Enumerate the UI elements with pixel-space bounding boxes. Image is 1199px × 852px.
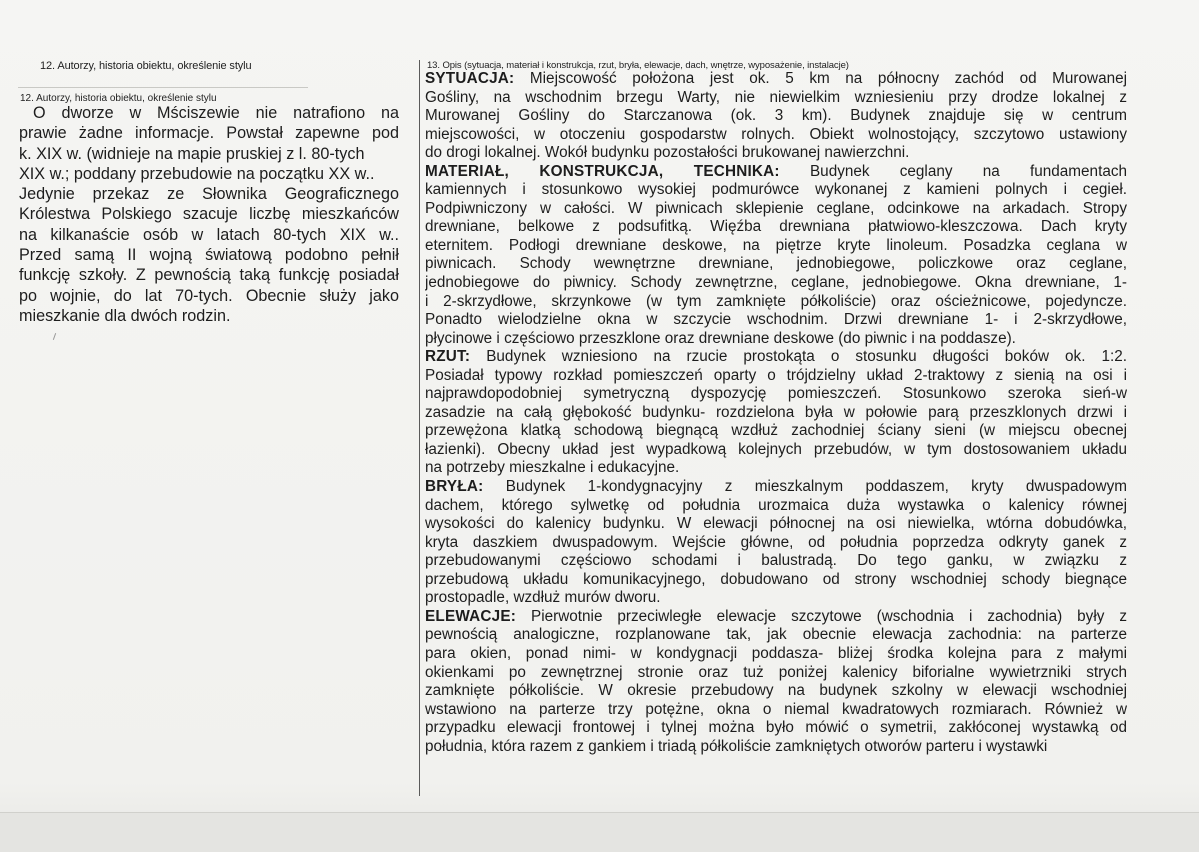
description-text [425, 70, 1127, 756]
description-line-text: Budynek ceglany na fundamentach [779, 162, 1127, 180]
description-line-text: jednobiegowe do piwnicy. Schody zewnętrzne, ceglane, jednobiegowe. Okna drewniane, 1- [425, 274, 1127, 292]
description-line [425, 181, 1127, 200]
description-line [425, 478, 1127, 497]
description-line-text: kamiennych i stosunkowo wysokiej podmurówce wykonanej z kamieni polnych i cegieł. [425, 181, 1127, 199]
section-heading: BRYŁA: [425, 478, 484, 496]
description-line [425, 311, 1127, 330]
description-line [425, 497, 1127, 516]
description-line-text: dachem, którego sylwetkę od południa urozmaica duża wystawka o kalenicy równej [425, 496, 1127, 514]
description-line-text: południa, która razem z gankiem i triadą półkoliście zamkniętych otworów parteru i wystawki [425, 737, 1048, 755]
description-line [425, 701, 1127, 720]
description-line [425, 738, 1127, 757]
column-divider [419, 60, 420, 796]
description-line-text: miejscowości, w otoczeniu gospodarstw rolnych. Obiekt wolnostojący, szczytowo ustawiony [425, 125, 1127, 143]
history-line: Jedynie przekaz ze Słownika Geograficznego [19, 185, 399, 204]
left-header-label: 12. Autorzy, historia obiektu, określenie stylu [40, 60, 252, 72]
history-line: k. XIX w. (widnieje na mapie pruskiej z l. 80-tych [19, 144, 365, 163]
section-heading: MATERIAŁ, KONSTRUKCJA, TECHNIKA: [425, 162, 780, 180]
history-line: O dworze w Mściszewie nie natrafiono na [33, 104, 399, 122]
description-line [425, 441, 1127, 460]
history-line: funkcję szkoły. Z pewnością taką funkcję posiadał [19, 266, 399, 285]
description-line [425, 144, 1127, 163]
description-line-text: Budynek 1-kondygnacyjny z mieszkalnym poddaszem, kryty dwuspadowym [483, 478, 1127, 496]
history-line: mieszkanie dla dwóch rodzin. [19, 306, 231, 325]
description-line-text: zamknięte półkoliście. W okresie przebudowy na budynek szkolny w elewacji wschodniej [425, 682, 1127, 700]
description-line-text: eternitem. Podłogi drewniane deskowe, na piętrze kryte linoleum. Posadzka ceglana w [425, 236, 1127, 254]
right-section-label: 13. Opis (sytuacja, materiał i konstrukcja, rzut, bryła, elewacje, dach, wnętrze, wyposażenie, instalacje) [427, 60, 849, 71]
description-line [425, 682, 1127, 701]
description-line [425, 163, 1127, 182]
description-line-text: przebudowanymi częściowo schodami i balustradą. Do tego ganku, w związku z [425, 552, 1127, 570]
history-line: prawie żadne informacje. Powstał zapewne pod [19, 124, 399, 143]
history-line: Przed samą II wojną światową podobno pełnił [19, 246, 399, 265]
description-line [425, 552, 1127, 571]
description-line [425, 200, 1127, 219]
description-line-text: prostopadle, wzdłuż murów dworu. [425, 589, 661, 607]
description-line [425, 367, 1127, 386]
description-line [425, 515, 1127, 534]
description-line-text: przebudową układu komunikacyjnego, dobudowano od strony wschodniej schody biegnące [425, 570, 1127, 588]
history-line: po wojnie, do lat 70-tych. Obecnie służy jako [19, 286, 399, 305]
history-line: Królestwa Polskiego szacuje liczbę mieszkańców [19, 205, 399, 224]
page-bottom-margin [0, 812, 1199, 852]
description-line-text: Posiadał typowy rozkład pomieszczeń oparty o trójdzielny układ 2-traktowy z sienią na osi i [425, 366, 1127, 384]
description-line [425, 608, 1127, 627]
description-line [425, 534, 1127, 553]
description-line [425, 218, 1127, 237]
description-line-text: okienkami po zewnętrznej stronie oraz tuż poniżej kalenicy biforialne wywietrzniki strych [425, 663, 1127, 681]
description-line [425, 404, 1127, 423]
history-text [19, 103, 399, 326]
description-line [425, 89, 1127, 108]
description-line [425, 589, 1127, 608]
description-line-text: zasadzie na całą głębokość budynku- rozdzielona była w połowie parą przeszklonych drzwi i [425, 403, 1127, 421]
description-line-text: wysokości do kalenicy budynku. W elewacji północnej na osi niewielka, wtórna dobudówka, [425, 515, 1127, 533]
description-line-text: wstawiono na parterze trzy potężne, okna o niemal kwadratowych rozmiarach. Również w [425, 700, 1127, 718]
history-line: na kilkanaście osób w latach 80-tych XIX w.. [19, 225, 399, 244]
section-heading: SYTUACJA: [425, 70, 515, 87]
description-line [425, 293, 1127, 312]
description-line [425, 645, 1127, 664]
description-line-text: Miejscowość położona jest ok. 5 km na północny zachód od Murowanej [514, 70, 1127, 87]
pen-mark [53, 333, 56, 340]
description-line [425, 107, 1127, 126]
description-line [425, 237, 1127, 256]
description-line [425, 422, 1127, 441]
history-line: XIX w.; poddany przebudowie na początku XX w.. [19, 164, 375, 183]
description-line-text: Ponadto wielodzielne okna w szczycie wschodnim. Drzwi drewniane 1- i 2-skrzydłowe, [425, 311, 1127, 329]
description-line-text: piwnicach. Schody wewnętrzne drewniane, jednobiegowe, policzkowe oraz ceglane, [425, 255, 1127, 273]
description-line-text: płycinowe i częściowo przeszklone oraz drewniane deskowe (do piwnic i na poddasze). [425, 329, 1016, 347]
section-heading: RZUT: [425, 348, 471, 366]
description-line-text: Murowanej Gośliny do Starczanowa (ok. 3 km). Budynek znajduje się w centrum [425, 107, 1127, 125]
description-line-text: Gośliny, na wschodnim brzegu Warty, nie niewielkim wzniesieniu przy drodze lokalnej z [425, 88, 1127, 106]
description-line [425, 385, 1127, 404]
description-line-text: para okien, ponad nimi- w kondygnacji poddasza- bliżej środka kolejna para z małymi [425, 644, 1127, 662]
description-line-text: Pierwotnie przeciwległe elewacje szczytowe (wschodnia i zachodnia) były z [516, 607, 1127, 625]
description-line-text: do drogi lokalnej. Wokół budynku pozostałości brukowanej nawierzchni. [425, 144, 910, 162]
description-line [425, 719, 1127, 738]
description-line-text: przypadku elewacji frontowej i tylnej można było mówić o symetrii, zakłóconej wystawką od [425, 719, 1127, 737]
description-line-text: łazienki). Obecny układ jest wypadkową kolejnych przebudów, w tym dostosowaniem układu [425, 440, 1127, 458]
description-line-text: i 2-skrzydłowe, skrzynkowe (w tym zamknięte półkoliście) oraz ościeżnicowe, pojedyncze. [425, 292, 1127, 310]
description-line [425, 126, 1127, 145]
description-line [425, 70, 1127, 89]
description-line [425, 626, 1127, 645]
description-line [425, 330, 1127, 349]
description-line [425, 664, 1127, 683]
description-line-text: drewniane, belkowe z podsufitką. Więźba drewniana płatwiowo-kleszczowa. Dach kryty [425, 218, 1127, 236]
section-heading: ELEWACJE: [425, 607, 517, 625]
description-line-text: najprawdopodobniej symetryczną dyspozycję pomieszczeń. Stosunkowo szeroka sień-w [425, 385, 1127, 403]
description-line-text: przewężona klatką schodową biegnącą wzdłuż zachodniej ściany sieni (w miejscu obecnej [425, 422, 1127, 440]
description-line-text: kryta daszkiem dwuspadowym. Wejście główne, od południa poprzedza odkryty ganek z [425, 533, 1127, 551]
description-line-text: pewnością analogiczne, rozplanowane tak, jak obecnie elewacja zachodnia: na parterze [425, 626, 1127, 644]
description-line-text: Budynek wzniesiono na rzucie prostokąta o stosunku długości boków ok. 1:2. [470, 348, 1127, 366]
description-line [425, 571, 1127, 590]
description-line [425, 348, 1127, 367]
description-line [425, 255, 1127, 274]
description-line-text: na potrzeby mieszkalne i edukacyjne. [425, 459, 680, 477]
description-line [425, 459, 1127, 478]
description-line [425, 274, 1127, 293]
left-section-label: 12. Autorzy, historia obiektu, określenie stylu [20, 93, 217, 104]
description-line-text: Podpiwniczony w całości. W piwnicach sklepienie ceglane, odcinkowe na arkadach. Stropy [425, 199, 1127, 217]
left-divider-rule [18, 87, 308, 88]
